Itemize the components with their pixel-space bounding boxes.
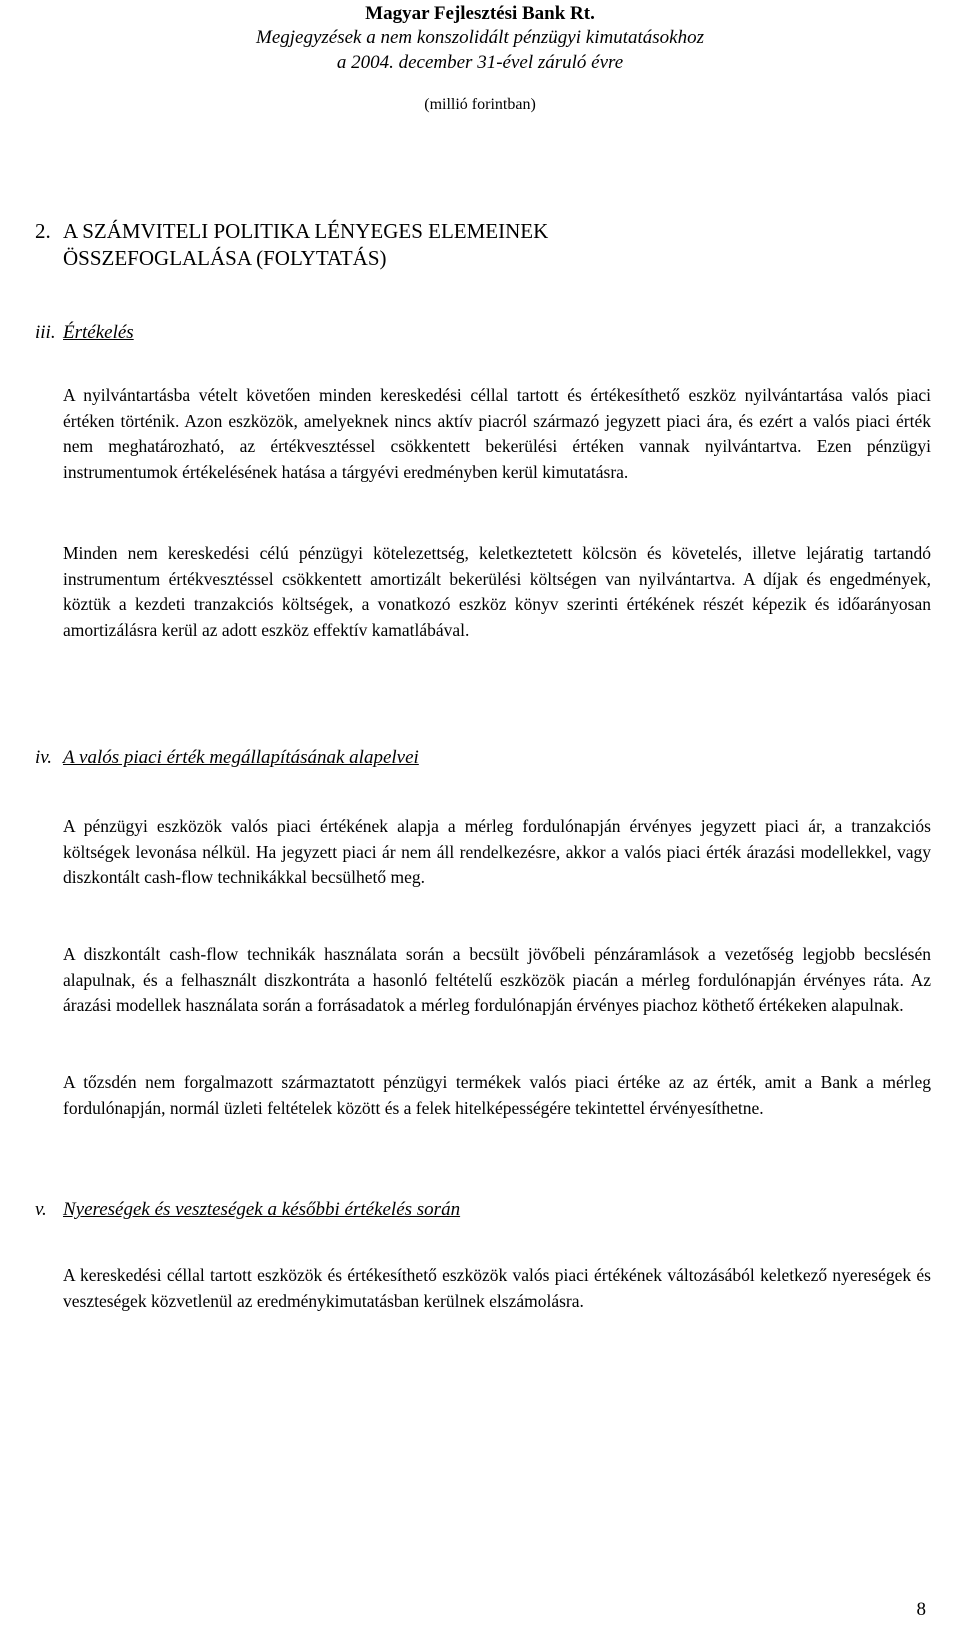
subsection-number: v. bbox=[35, 1199, 47, 1220]
paragraph: A nyilvántartásba vételt követően minden kereskedési céllal tartott és értékesíthető eszköz nyilvántartása valós piaci értéken történik. Azon eszközök, amelyeknek nincs aktív piacról származó jegyzett piaci ára, és ezért a valós piaci érték nem meghatározható, az értékvesztéssel csökkentett bekerülési értéken vannak nyilvántartva. Ezen pénzügyi instrumentumok értékelésének hatása a tárgyévi eredményben kerül kimutatásra. bbox=[63, 385, 931, 482]
section-title-line2: ÖSSZEFOGLALÁSA (FOLYTATÁS) bbox=[63, 246, 387, 270]
subsection-title: A valós piaci érték megállapításának alapelvei bbox=[63, 747, 419, 768]
subsection-title: Értékelés bbox=[63, 322, 134, 343]
subsection-title: Nyereségek és veszteségek a későbbi értékelés során bbox=[63, 1199, 461, 1220]
section-title-line1: A SZÁMVITELI POLITIKA LÉNYEGES ELEMEINEK bbox=[63, 219, 549, 243]
subsection-heading-gains-losses bbox=[35, 1198, 460, 1222]
document-subtitle-line2: a 2004. december 31-ével záruló évre bbox=[336, 52, 624, 73]
subsection-heading-valuation bbox=[35, 321, 134, 345]
subsection-number: iii. bbox=[35, 322, 56, 343]
paragraph: A pénzügyi eszközök valós piaci értékének alapja a mérleg fordulónapján érvényes jegyzett piaci ár, a tranzakciós költségek levonása nélkül. Ha jegyzett piaci ár nem áll rendelkezésre, akkor a valós piaci érték árazási modellekkel, vagy diszkontált cash-flow technikákkal becsülhető meg. bbox=[63, 816, 931, 888]
document-subtitle-line1: Megjegyzések a nem konszolidált pénzügyi kimutatásokhoz bbox=[256, 27, 704, 48]
page-number: 8 bbox=[916, 1599, 926, 1620]
paragraph: A diszkontált cash-flow technikák használata során a becsült jövőbeli pénzáramlások a vezetőség legjobb becslésén alapulnak, és a felhasznált diszkontráta a hasonló feltételű eszközök piacán a mérleg fordulónapján érvényes ráta. Az árazási modellek használata során a forrásadatok a mérleg fordulónapján érvényes piachoz köthető értékeken alapulnak. bbox=[63, 944, 931, 1016]
subsection-heading-fair-value-principles bbox=[35, 746, 419, 770]
section-number: 2. bbox=[35, 219, 51, 243]
paragraph: A tőzsdén nem forgalmazott származtatott pénzügyi termékek valós piaci értéke az az érték, amit a Bank a mérleg fordulónapján, normál üzleti feltételek között és a felek hitelképességére tekintettel érvényesíthetne. bbox=[63, 1072, 931, 1118]
subsection-number: iv. bbox=[35, 747, 53, 768]
paragraph: Minden nem kereskedési célú pénzügyi kötelezettség, keletkeztetett kölcsön és követelés, illetve lejáratig tartandó instrumentum értékvesztéssel csökkentett amortizált bekerülési költségen van nyilvántartva. A díjak és engedmények, köztük a kezdeti tranzakciós költségek, a vonatkozó eszköz könyv szerinti értékének részét képezik és időarányosan amortizálásra kerül az adott eszköz effektív kamatlábával. bbox=[63, 543, 931, 640]
section-heading bbox=[35, 218, 735, 272]
company-name: Magyar Fejlesztési Bank Rt. bbox=[365, 3, 595, 24]
paragraph: A kereskedési céllal tartott eszközök és értékesíthető eszközök valós piaci értékének változásából keletkező nyereségek és veszteségek közvetlenül az eredménykimutatásban kerülnek elszámolásra. bbox=[63, 1265, 931, 1311]
currency-unit-note: (millió forintban) bbox=[424, 96, 536, 113]
